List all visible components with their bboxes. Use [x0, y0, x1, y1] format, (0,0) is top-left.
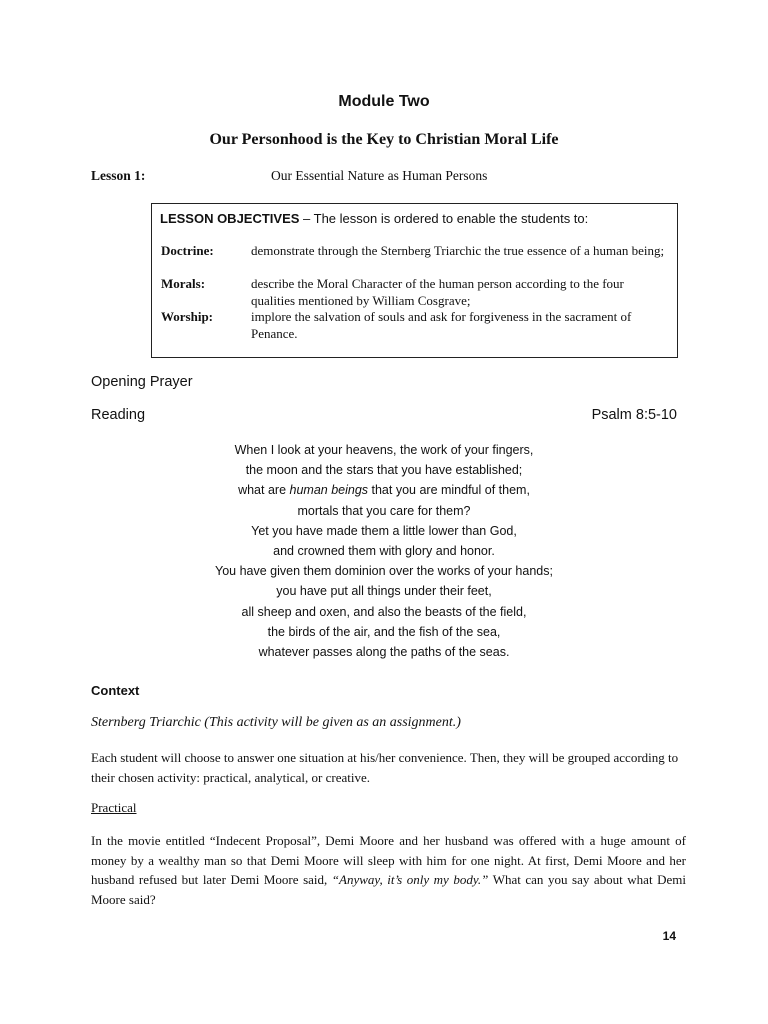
practical-heading: Practical [91, 800, 137, 815]
objective-key: Worship: [161, 309, 214, 324]
practical-quote: “Anyway, it’s only my body.” [331, 872, 489, 887]
page-title: Our Personhood is the Key to Christian Moral Life [209, 131, 559, 148]
activity-intro-paragraph: Each student will choose to answer one situation at his/her convenience. Then, they will be grouped according to their chosen activity: practical, analytical, or creative. [91, 750, 679, 785]
psalm-line: all sheep and oxen, and also the beasts of the field, [241, 604, 527, 619]
objective-key: Doctrine: [161, 243, 214, 258]
psalm-reference: Psalm 8:5-10 [591, 407, 677, 423]
practical-text-post: What can you say about what Demi Moore said? [91, 872, 686, 907]
practical-paragraph [91, 831, 686, 909]
psalm-line: you have put all things under their feet, [276, 584, 492, 599]
practical-text-pre: In the movie entitled “Indecent Proposal”, Demi Moore and her husband was offered with a huge amount of money by a wealthy man so that Demi Moore will sleep with him for one night. At first, Demi Moore and her husband refused but later Demi Moore said, [91, 833, 686, 887]
module-title: Module Two [338, 93, 430, 110]
psalm-line [0, 480, 768, 500]
objectives-header-bold: LESSON OBJECTIVES [160, 211, 300, 226]
objective-row-worship [161, 309, 671, 343]
objective-value: demonstrate through the Sternberg Triarchic the true essence of a human being; [251, 243, 665, 258]
context-heading: Context [91, 683, 140, 698]
psalm-line: whatever passes along the paths of the seas. [258, 645, 510, 660]
psalm-text [0, 440, 768, 662]
psalm-line: When I look at your heavens, the work of your fingers, [234, 443, 534, 457]
opening-prayer-heading: Opening Prayer [91, 374, 193, 390]
reading-heading: Reading [91, 407, 146, 423]
psalm-line: and crowned them with glory and honor. [273, 544, 495, 559]
psalm-line: mortals that you care for them? [297, 503, 471, 518]
psalm-line-post: that you are mindful of them, [368, 483, 530, 498]
psalm-line-italic: human beings [289, 483, 369, 498]
psalm-line: the moon and the stars that you have established; [245, 463, 523, 478]
activity-title: Sternberg Triarchic (This activity will be given as an assignment.) [91, 715, 461, 730]
psalm-line: the birds of the air, and the fish of the sea, [267, 624, 501, 639]
lesson-label: Lesson 1: [91, 168, 146, 183]
objective-row-morals [161, 276, 671, 310]
objectives-header [160, 211, 588, 226]
psalm-line-pre: what are [238, 483, 290, 498]
objectives-header-rest: – The lesson is ordered to enable the students to: [299, 211, 589, 226]
objective-value: implore the salvation of souls and ask for forgiveness in the sacrament of Penance. [251, 309, 632, 341]
objective-value: describe the Moral Character of the human person according to the four qualities mentioned by William Cosgrave; [251, 276, 624, 308]
psalm-line: Yet you have made them a little lower than God, [251, 523, 517, 538]
objective-row-doctrine [161, 243, 671, 277]
psalm-line: You have given them dominion over the works of your hands; [215, 564, 553, 579]
lesson-name: Our Essential Nature as Human Persons [271, 168, 488, 183]
objective-key: Morals: [161, 276, 206, 291]
page-number: 14 [662, 929, 676, 943]
